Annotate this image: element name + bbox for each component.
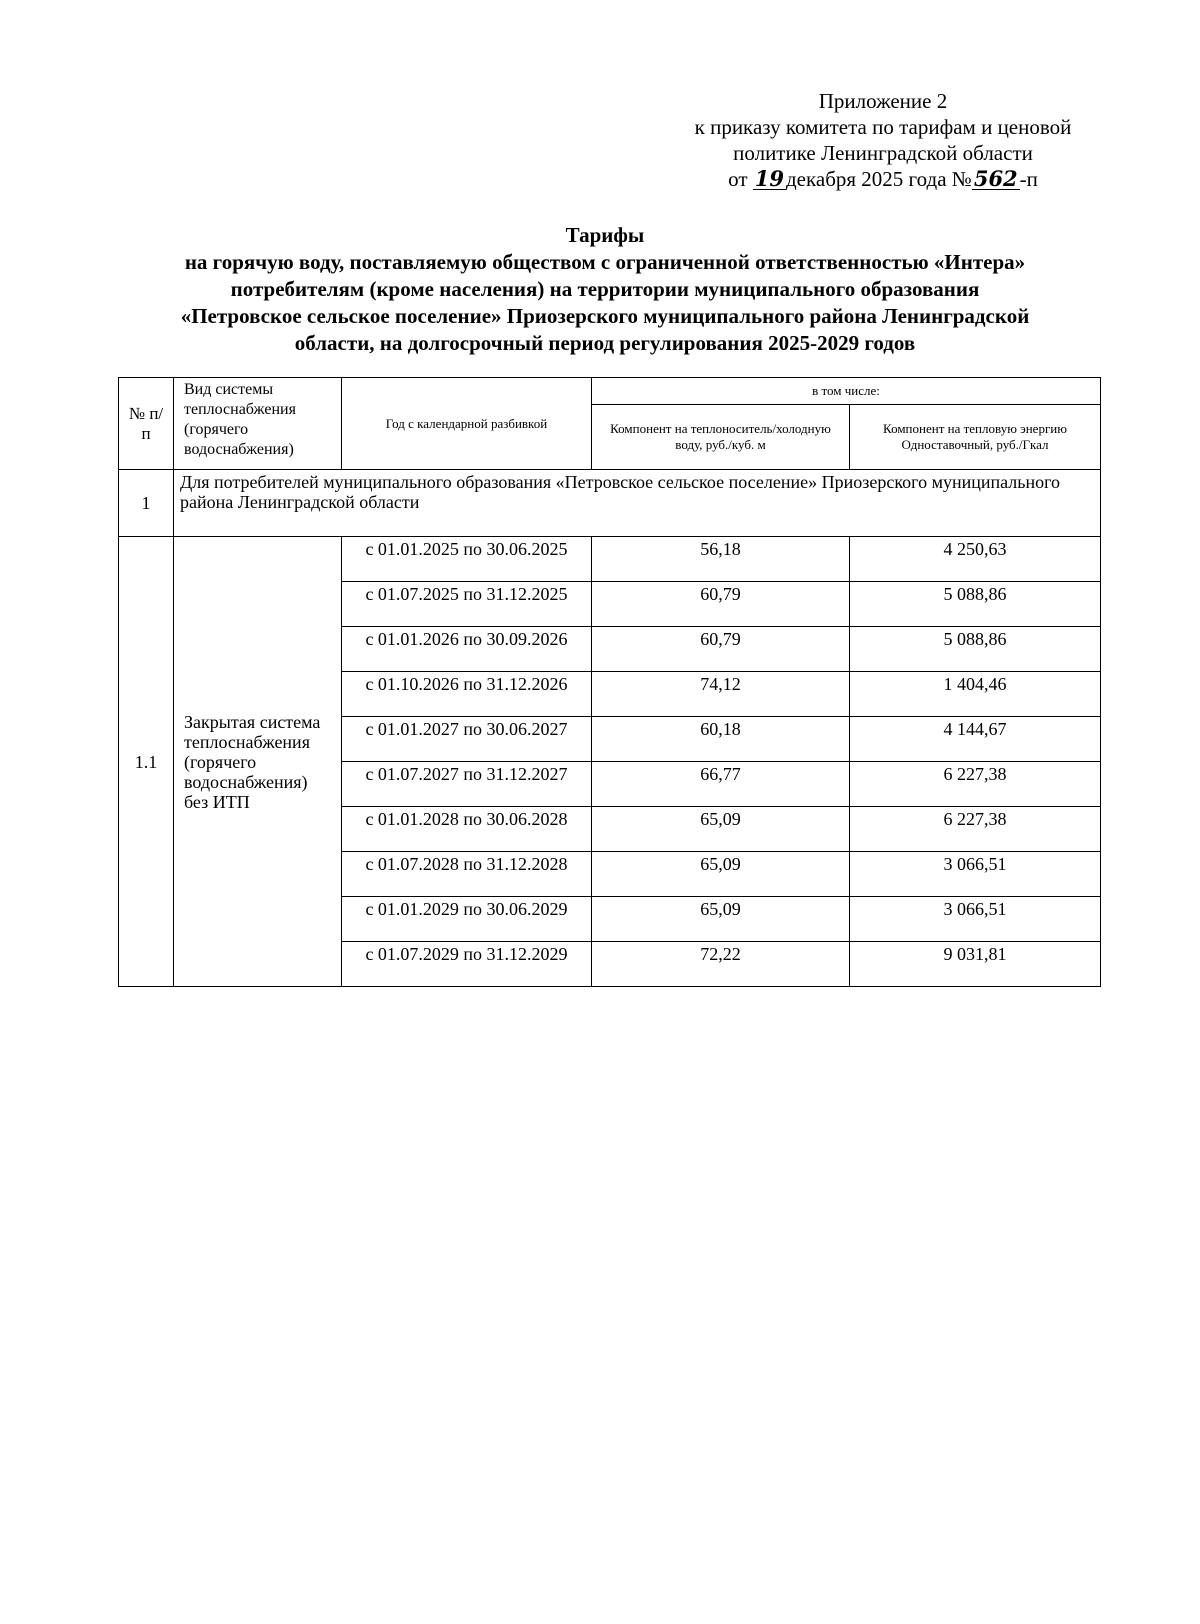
period-cell: с 01.01.2027 по 30.06.2027 xyxy=(342,717,592,762)
water-component-cell: 60,18 xyxy=(592,717,850,762)
heat-component-cell: 3 066,51 xyxy=(850,852,1101,897)
header-number: № п/п xyxy=(119,378,174,470)
period-cell: с 01.10.2026 по 31.12.2026 xyxy=(342,672,592,717)
water-component-cell: 65,09 xyxy=(592,897,850,942)
handwritten-order-number: 562 xyxy=(973,166,1018,191)
appendix-title: Приложение 2 xyxy=(818,89,948,113)
period-cell: с 01.07.2028 по 31.12.2028 xyxy=(342,852,592,897)
heat-component-cell: 9 031,81 xyxy=(850,942,1101,987)
water-component-cell: 65,09 xyxy=(592,852,850,897)
water-component-cell: 60,79 xyxy=(592,582,850,627)
title-line-3: «Петровское сельское поселение» Приозерского муниципального района Ленинградской xyxy=(180,304,1030,328)
title-line-1: на горячую воду, поставляемую обществом с ограниченной ответственностью «Интера» xyxy=(184,250,1026,274)
handwritten-day: 19 xyxy=(754,166,784,191)
header-component-water: Компонент на теплоноситель/холодную воду, руб./куб. м xyxy=(592,405,850,470)
water-component-cell: 56,18 xyxy=(592,537,850,582)
water-component-cell: 66,77 xyxy=(592,762,850,807)
appendix-committee: политике Ленинградской области xyxy=(733,141,1033,165)
heat-component-cell: 4 250,63 xyxy=(850,537,1101,582)
heat-component-cell: 4 144,67 xyxy=(850,717,1101,762)
section-number: 1 xyxy=(119,470,174,537)
period-cell: с 01.07.2029 по 31.12.2029 xyxy=(342,942,592,987)
heat-component-cell: 6 227,38 xyxy=(850,807,1101,852)
period-cell: с 01.01.2029 по 30.06.2029 xyxy=(342,897,592,942)
period-cell: с 01.01.2025 по 30.06.2025 xyxy=(342,537,592,582)
water-component-cell: 60,79 xyxy=(592,627,850,672)
appendix-header xyxy=(640,88,1126,192)
group-system-type: Закрытая система теплоснабжения (горячего водоснабжения) без ИТП xyxy=(174,537,342,987)
group-number: 1.1 xyxy=(119,537,174,987)
header-component-heat: Компонент на тепловую энергию Одноставочный, руб./Гкал xyxy=(850,405,1101,470)
tariff-table-body xyxy=(119,378,1101,987)
appendix-order-ref: к приказу комитета по тарифам и ценовой xyxy=(694,115,1072,139)
order-suffix: -п xyxy=(1019,167,1038,191)
water-component-cell: 72,22 xyxy=(592,942,850,987)
period-cell: с 01.07.2025 по 31.12.2025 xyxy=(342,582,592,627)
header-year: Год с календарной разбивкой xyxy=(342,378,592,470)
title-line-4: области, на долгосрочный период регулирования 2025-2029 годов xyxy=(294,331,916,355)
tariff-table xyxy=(118,377,1101,987)
water-component-cell: 74,12 xyxy=(592,672,850,717)
section-row xyxy=(119,470,1101,537)
heat-component-cell: 1 404,46 xyxy=(850,672,1101,717)
heat-component-cell: 5 088,86 xyxy=(850,582,1101,627)
period-cell: с 01.07.2027 по 31.12.2027 xyxy=(342,762,592,807)
section-text: Для потребителей муниципального образования «Петровское сельское поселение» Приозерского муниципального района Ленинградской области xyxy=(174,470,1101,537)
heat-component-cell: 3 066,51 xyxy=(850,897,1101,942)
date-prefix: от xyxy=(728,167,748,191)
title-heading: Тарифы xyxy=(565,223,645,247)
water-component-cell: 65,09 xyxy=(592,807,850,852)
period-cell: с 01.01.2026 по 30.09.2026 xyxy=(342,627,592,672)
heat-component-cell: 6 227,38 xyxy=(850,762,1101,807)
title-line-2: потребителям (кроме населения) на территории муниципального образования xyxy=(230,277,980,301)
header-system-type: Вид системы теплоснабжения (горячего водоснабжения) xyxy=(174,378,342,470)
table-row xyxy=(119,537,1101,582)
document-title xyxy=(105,222,1105,357)
header-row-1 xyxy=(119,378,1101,405)
period-cell: с 01.01.2028 по 30.06.2028 xyxy=(342,807,592,852)
date-middle: декабря 2025 года № xyxy=(785,167,972,191)
header-including: в том числе: xyxy=(592,378,1101,405)
appendix-date-line xyxy=(640,166,1126,192)
heat-component-cell: 5 088,86 xyxy=(850,627,1101,672)
